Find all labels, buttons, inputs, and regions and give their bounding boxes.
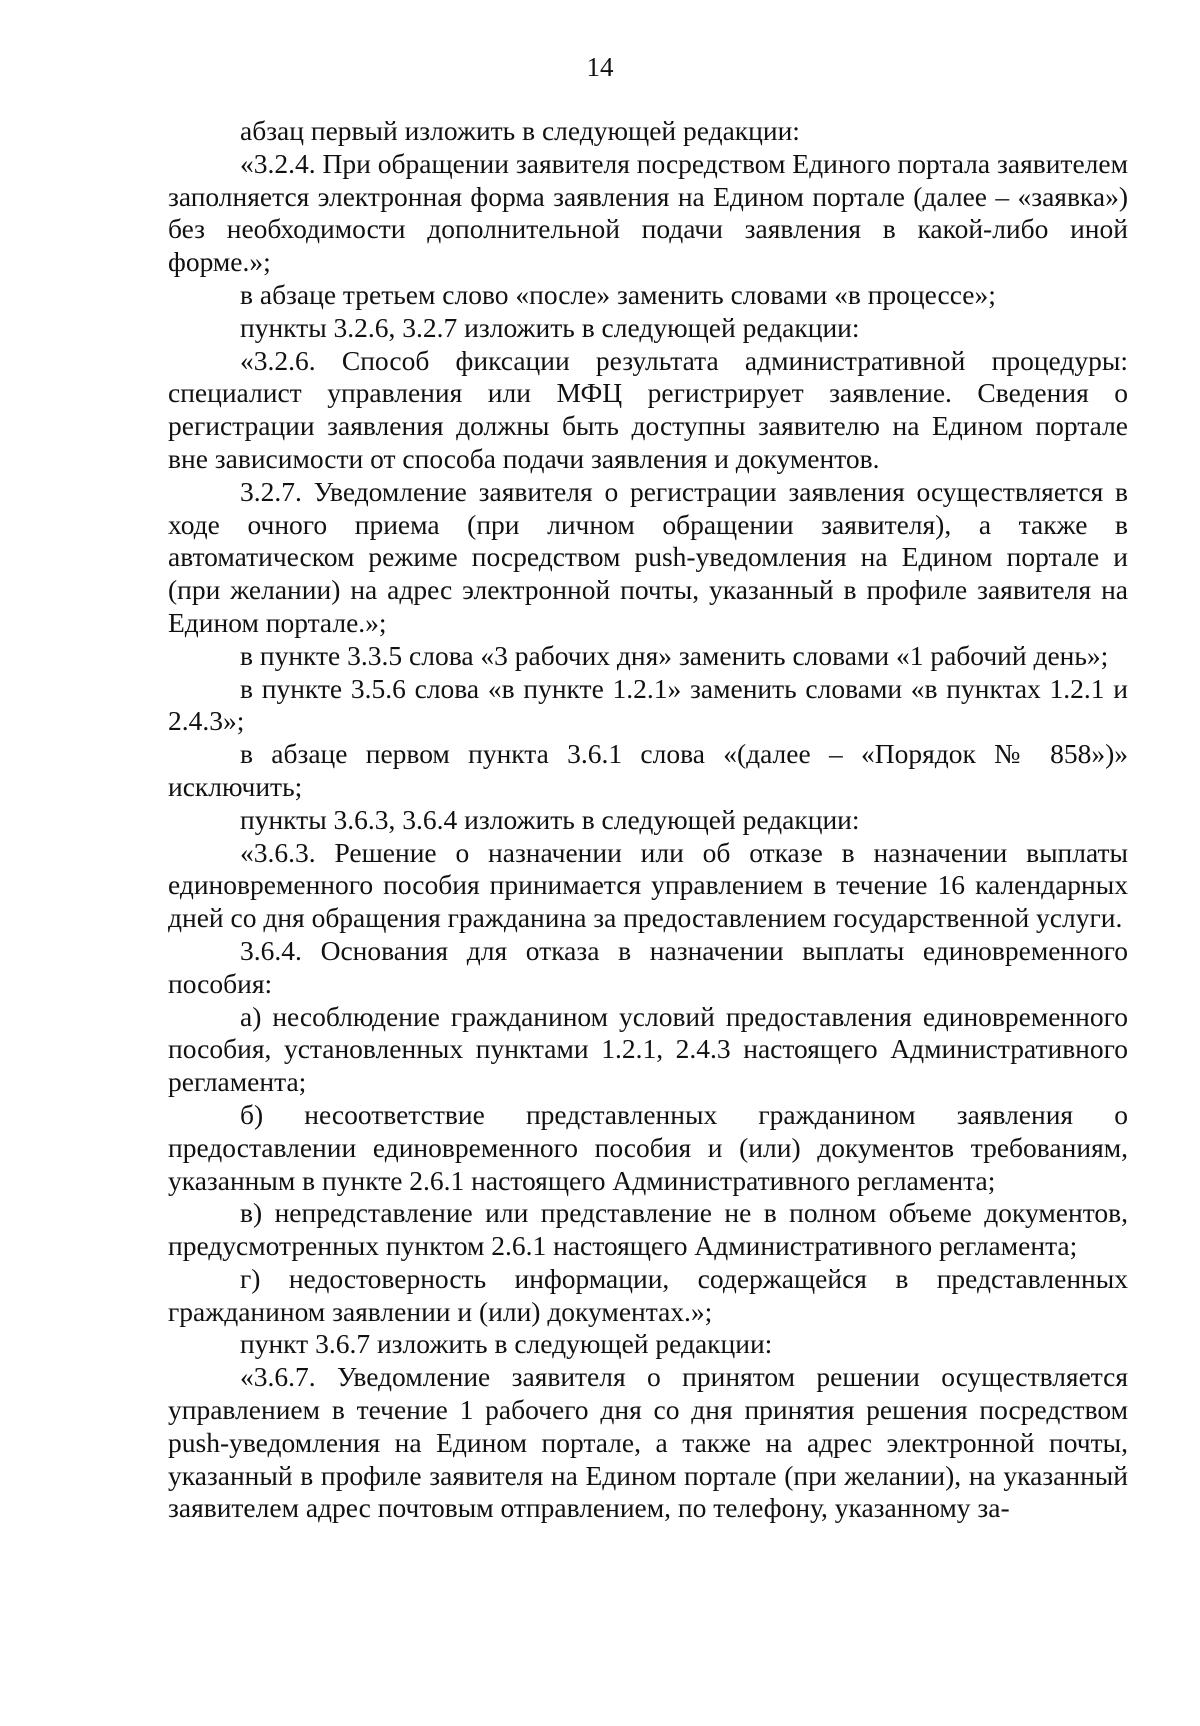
paragraph: б) несоответствие представленных гражданином заявления о предоставлении единовременного пособия и (или) документов требованиям, указанным в пункте 2.6.1 настоящего Административного регламента;	[168, 1098, 1128, 1196]
paragraph: в) непредставление или представление не в полном объеме документов, предусмотренных пунктом 2.6.1 настоящего Административного регламента;	[168, 1197, 1128, 1262]
paragraph: пункт 3.6.7 изложить в следующей редакции:	[240, 1328, 773, 1360]
paragraph: г) недостоверность информации, содержащейся в представленных гражданином заявлении и (или) документах.»;	[168, 1262, 1128, 1327]
paragraph: «3.6.7. Уведомление заявителя о принятом решении осуществляется управлением в течение 1 рабочего дня со дня принятия решения посредством push-уведомления на Едином портале, а также на адрес электронной почты, указанный в профиле заявителя на Едином портале (при желании), на указанный заявителем адрес почтовым отправлением, по телефону, указанному за-	[168, 1361, 1128, 1524]
paragraph: абзац первый изложить в следующей редакции:	[240, 115, 800, 146]
paragraph: пункты 3.2.6, 3.2.7 изложить в следующей редакции:	[240, 311, 860, 343]
paragraph: «3.6.3. Решение о назначении или об отказе в назначении выплаты единовременного пособия принимается управлением в течение 16 календарных дней со дня обращения гражданина за предоставлением государственной услуги.	[168, 836, 1128, 934]
page-number: 14	[586, 52, 614, 82]
paragraph: 3.6.4. Основания для отказа в назначении выплаты единовременного пособия:	[168, 934, 1128, 999]
paragraph: в абзаце третьем слово «после» заменить словами «в процессе»;	[240, 278, 996, 310]
paragraph: в пункте 3.5.6 слова «в пункте 1.2.1» заменить словами «в пунктах 1.2.1 и 2.4.3»;	[168, 672, 1128, 737]
paragraph: пункты 3.6.3, 3.6.4 изложить в следующей редакции:	[240, 803, 860, 835]
paragraph: в абзаце первом пункта 3.6.1 слова «(далее – «Порядок № 858»)» исключить;	[168, 738, 1128, 802]
paragraph: «3.2.4. При обращении заявителя посредством Единого портала заявителем заполняется электронная форма заявления на Едином портале (далее – «заявка») без необходимости дополнительной подачи заявления в какой-либо иной форме.»;	[168, 147, 1128, 278]
paragraph: в пункте 3.3.5 слова «3 рабочих дня» заменить словами «1 рабочий день»;	[240, 639, 1109, 671]
paragraph: а) несоблюдение гражданином условий предоставления единовременного пособия, установленных пунктами 1.2.1, 2.4.3 настоящего Административного регламента;	[168, 1000, 1128, 1098]
document-body	[168, 115, 1128, 1525]
paragraph: «3.2.6. Способ фиксации результата административной процедуры: специалист управления или МФЦ регистрирует заявление. Сведения о регистрации заявления должны быть доступны заявителю на Едином портале вне зависимости от способа подачи заявления и документов.	[168, 344, 1128, 474]
paragraph: 3.2.7. Уведомление заявителя о регистрации заявления осуществляется в ходе очного приема (при личном обращении заявителя), а также в автоматическом режиме посредством push-уведомления на Едином портале и (при желании) на адрес электронной почты, указанный в профиле заявителя на Едином портале.»;	[168, 475, 1128, 638]
